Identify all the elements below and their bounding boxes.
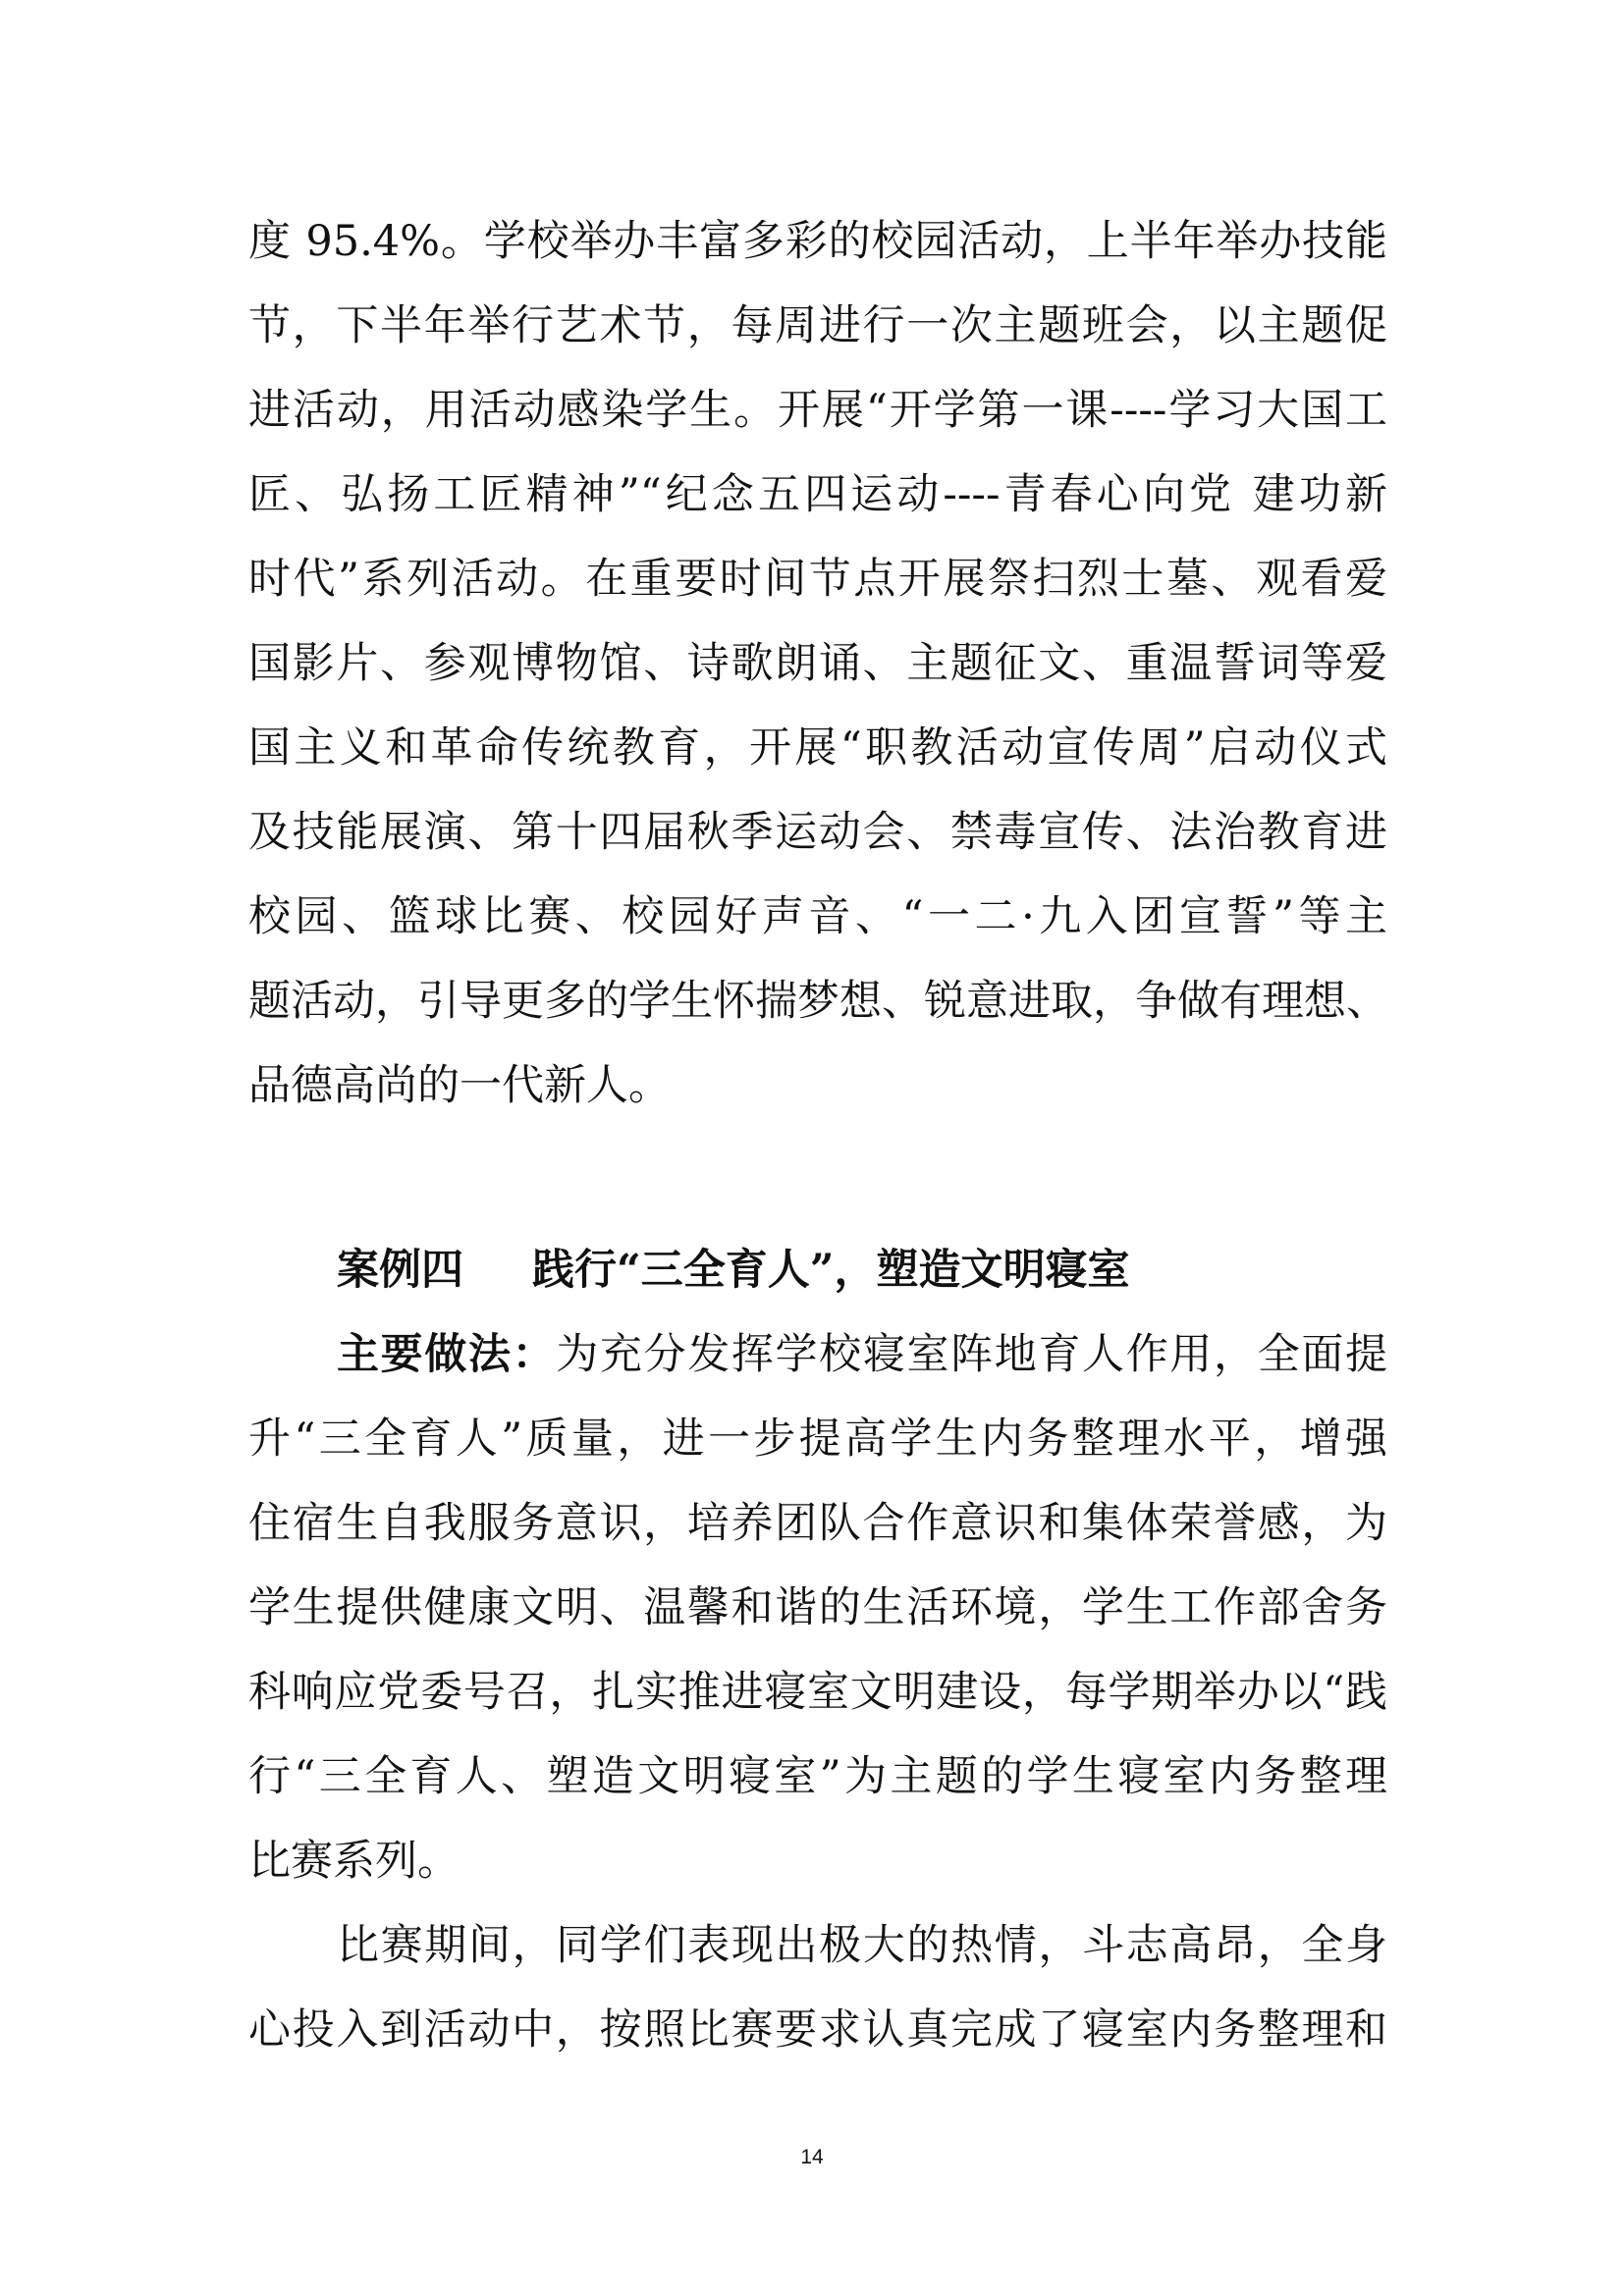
text-line: 比赛系列。 xyxy=(248,1837,460,1886)
text-line: 国主义和革命传统教育，开展“职教活动宣传周”启动仪式 xyxy=(248,723,1387,773)
text-line: 心投入到活动中，按照比赛要求认真完成了寝室内务整理和 xyxy=(248,2005,1387,2055)
text-line: 时代”系列活动。在重要时间节点开展祭扫烈士墓、观看爱 xyxy=(248,555,1387,604)
text-line: 住宿生自我服务意识，培养团队合作意识和集体荣誉感，为 xyxy=(248,1499,1387,1548)
text-line: 题活动，引导更多的学生怀揣梦想、锐意进取，争做有理想、 xyxy=(248,977,1388,1026)
text-line: 品德高尚的一代新人。 xyxy=(248,1061,671,1110)
text-line: 国影片、参观博物馆、诗歌朗诵、主题征文、重温誓词等爱 xyxy=(248,639,1387,688)
text-line xyxy=(337,1325,1387,1384)
page-number: 14 xyxy=(800,2146,824,2168)
case-heading xyxy=(337,1241,1129,1300)
text-line: 匠、弘扬工匠精神”“纪念五四运动----青春心向党 建功新 xyxy=(248,470,1387,519)
text-line: 度 95.4%。学校举办丰富多彩的校园活动，上半年举办技能 xyxy=(248,217,1387,266)
case-title: 践行“三全育人”，塑造文明寝室 xyxy=(532,1246,1130,1295)
text-line: 校园、篮球比赛、校园好声音、“一二·九入团宣誓”等主 xyxy=(248,892,1387,941)
text-line: 比赛期间，同学们表现出极大的热情，斗志高昂，全身 xyxy=(337,1921,1387,1970)
lead-text: 为充分发挥学校寝室阵地育人作用，全面提 xyxy=(556,1330,1388,1379)
text-line: 及技能展演、第十四届秋季运动会、禁毒宣传、法治教育进 xyxy=(248,808,1387,857)
text-line: 升“三全育人”质量，进一步提高学生内务整理水平，增强 xyxy=(248,1415,1387,1464)
text-line: 行“三全育人、塑造文明寝室”为主题的学生寝室内务整理 xyxy=(248,1752,1387,1801)
text-line: 进活动，用活动感染学生。开展“开学第一课----学习大国工 xyxy=(248,386,1387,435)
text-line: 科响应党委号召，扎实推进寝室文明建设，每学期举办以“践 xyxy=(248,1668,1387,1717)
lead-label: 主要做法： xyxy=(337,1330,557,1379)
text-line: 节，下半年举行艺术节，每周进行一次主题班会，以主题促 xyxy=(248,301,1387,350)
text-line: 学生提供健康文明、温馨和谐的生活环境，学生工作部舍务 xyxy=(248,1583,1387,1632)
case-label: 案例四 xyxy=(337,1246,463,1295)
